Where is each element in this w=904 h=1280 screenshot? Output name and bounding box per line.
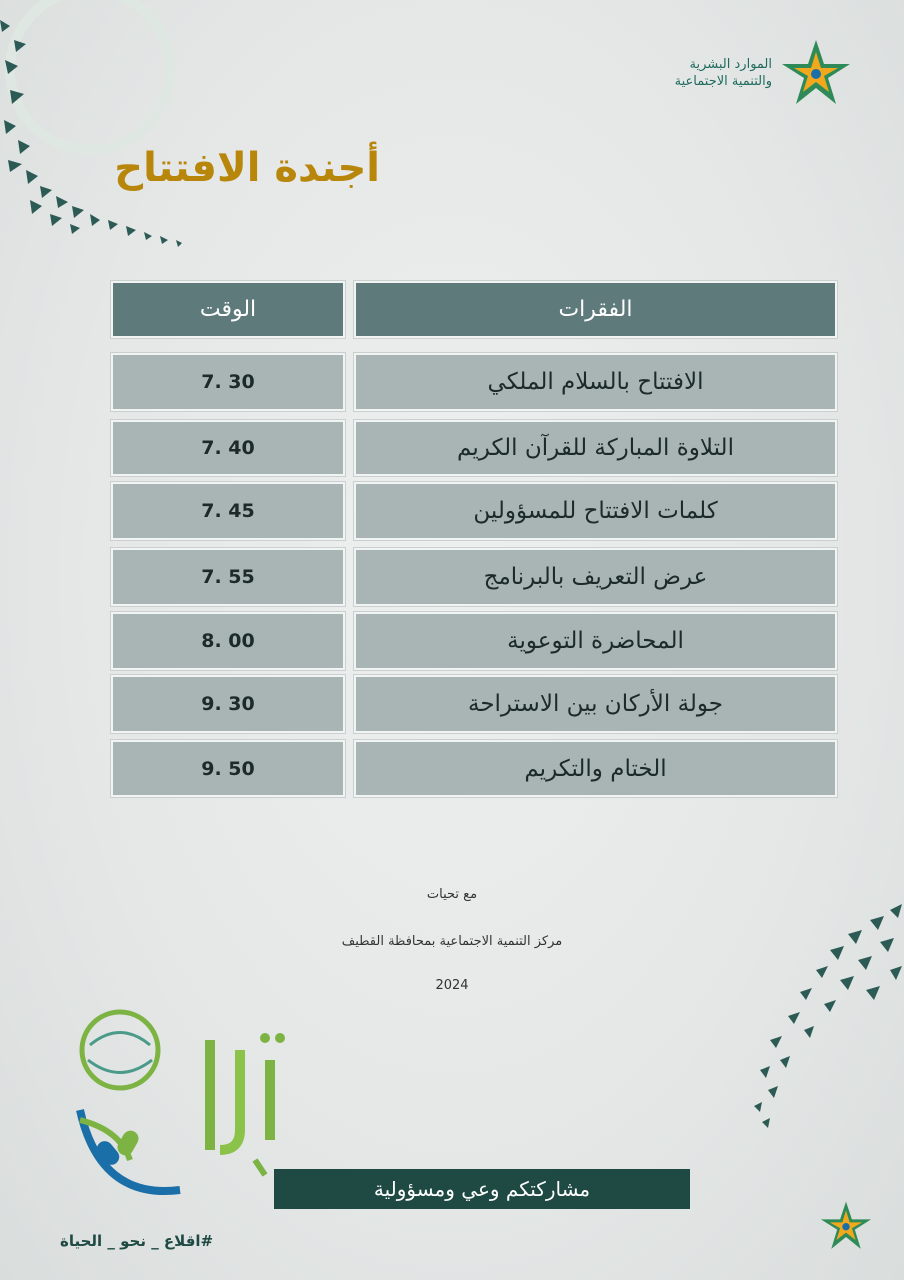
- ministry-name-line1: الموارد البشرية: [689, 57, 772, 72]
- row-2-time: 7. 40: [111, 420, 345, 476]
- row-6-item: جولة الأركان بين الاستراحة: [354, 675, 837, 733]
- row-7-item: الختام والتكريم: [354, 740, 837, 797]
- iqlaa-program-logo: [60, 1000, 300, 1210]
- row-5-item: المحاضرة التوعوية: [354, 612, 837, 670]
- row-1-item: الافتتاح بالسلام الملكي: [354, 353, 837, 411]
- triangle-pattern-top-left: [0, 0, 220, 260]
- row-7-time: 9. 50: [111, 740, 345, 797]
- row-3-item: كلمات الافتتاح للمسؤولين: [354, 482, 837, 540]
- row-1-time: 7. 30: [111, 353, 345, 411]
- greeting-text: مع تحيات: [426, 887, 478, 902]
- header-time: الوقت: [111, 281, 345, 338]
- row-4-time: 7. 55: [111, 548, 345, 606]
- center-name: مركز التنمية الاجتماعية بمحافظة القطيف: [341, 934, 563, 949]
- ministry-star-icon: [778, 38, 854, 108]
- page-title: أجندة الافتتاح: [114, 145, 380, 191]
- ministry-name-line2: والتنمية الاجتماعية: [674, 74, 772, 89]
- row-3-time: 7. 45: [111, 482, 345, 540]
- ministry-name: [675, 56, 772, 90]
- row-6-time: 9. 30: [111, 675, 345, 733]
- ministry-star-icon-small: [818, 1200, 874, 1252]
- year-text: 2024: [435, 978, 469, 993]
- header-items: الفقرات: [354, 281, 837, 338]
- row-2-item: التلاوة المباركة للقرآن الكريم: [354, 420, 837, 476]
- slogan-banner: مشاركتكم وعي ومسؤولية: [274, 1169, 690, 1209]
- ministry-logo: [675, 38, 854, 108]
- row-4-item: عرض التعريف بالبرنامج: [354, 548, 837, 606]
- hashtag-text: #اقلاع _ نحو _ الحياة: [60, 1232, 214, 1250]
- row-5-time: 8. 00: [111, 612, 345, 670]
